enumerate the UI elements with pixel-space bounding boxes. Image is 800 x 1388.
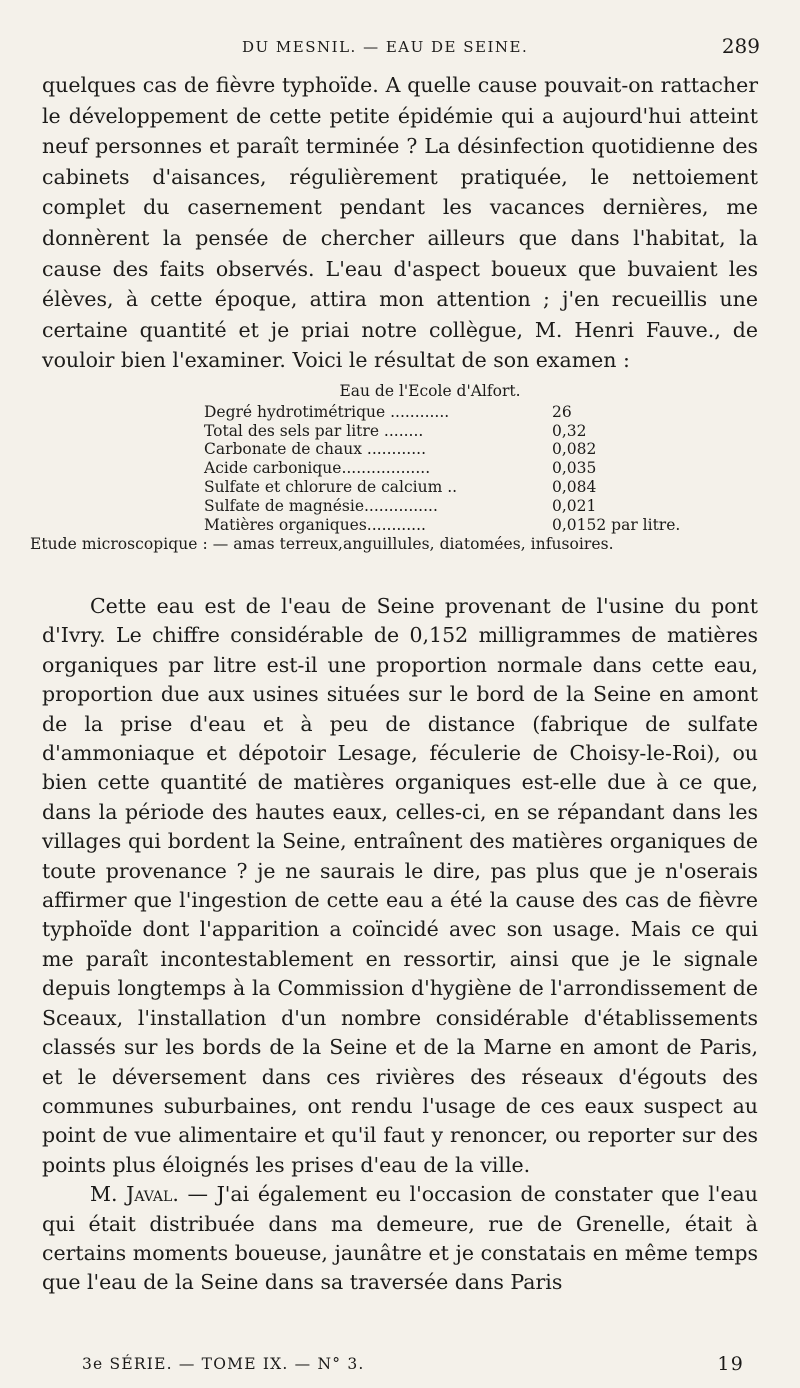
row-value: 0,082 <box>552 440 597 459</box>
table-row <box>204 422 758 441</box>
signature-mark: 19 <box>717 1353 744 1375</box>
row-value: 0,32 <box>552 421 587 440</box>
series-line: 3e SÉRIE. — TOME IX. — N° 3. <box>82 1355 365 1373</box>
row-value: 0,021 <box>552 496 597 515</box>
row-value: 26 <box>552 402 572 421</box>
paragraph-continuation: quelques cas de fièvre typhoïde. A quelle cause pouvait-on rattacher le développement de cette petite épidémie qui a aujourd'hui atteint neuf personnes et paraît terminée ? La désinfection quotidienne des cabinets d'aisances, régulièrement pratiquée, le nettoiement complet du casernement pendant les vacances dernières, me donnèrent la pensée de chercher ailleurs que dans l'habitat, la cause des faits observés. L'eau d'aspect boueux que buvaient les élèves, à cette époque, attira mon attention ; j'en recueillis une certaine quantité et je priai notre collègue, M. Henri Fauve., de vouloir bien l'examiner. Voici le résultat de son examen : <box>42 73 758 373</box>
text-block-top <box>42 70 758 376</box>
row-label: Sulfate et chlorure de calcium .. <box>204 477 458 496</box>
table-row <box>204 440 758 459</box>
table-row <box>204 516 758 535</box>
paragraph-javal <box>42 1180 758 1298</box>
row-label: Sulfate de magnésie............... <box>204 496 438 515</box>
book-page <box>30 0 760 1388</box>
page-number: 289 <box>721 34 760 58</box>
table-caption: Eau de l'Ecole d'Alfort. <box>339 382 521 400</box>
row-value: 0,035 <box>552 459 597 478</box>
row-label: Acide carbonique.................. <box>204 459 431 478</box>
row-label: Total des sels par litre ........ <box>204 421 424 440</box>
table-row <box>204 459 758 478</box>
running-title: DU MESNIL. — EAU DE SEINE. <box>242 38 529 56</box>
speaker-text: — J'ai également eu l'occasion de constater que l'eau qui était distribuée dans ma demeure, rue de Grenelle, était à certains moments boueuse, jaunâtre et je constatais en même temps que l'eau de la Seine dans sa traversée dans Paris <box>42 1182 758 1295</box>
row-value: 0,084 <box>552 477 597 496</box>
speaker-name: M. Javal. <box>90 1182 179 1207</box>
table-row <box>204 403 758 422</box>
row-label: Matières organiques............ <box>204 515 426 534</box>
microscopic-study-line: Etude microscopique : — amas terreux,anguillules, diatomées, infusoires. <box>30 535 614 554</box>
table-row <box>204 478 758 497</box>
row-label: Carbonate de chaux ............ <box>204 440 427 459</box>
page-footer <box>42 1353 758 1381</box>
row-label: Degré hydrotimétrique ............ <box>204 402 450 421</box>
text-block-bottom <box>42 592 758 1298</box>
paragraph-analysis-discussion: Cette eau est de l'eau de Seine provenant de l'usine du pont d'Ivry. Le chiffre considérable de 0,152 milligrammes de matières organiques par litre est-il une proportion normale dans cette eau, proportion due aux usines situées sur le bord de la Seine en amont de la prise d'eau et à peu de distance (fabrique de sulfate d'ammoniaque et dépotoir Lesage, féculerie de Choisy-le-Roi), ou bien cette quantité de matières organiques est-elle due à ce que, dans la période des hautes eaux, celles-ci, en se répandant dans les villages qui bordent la Seine, entraînent des matières organiques de toute provenance ? je ne saurais le dire, pas plus que je n'oserais affirmer que l'ingestion de cette eau a été la cause des cas de fièvre typhoïde dont l'apparition a coïncidé avec son usage. Mais ce qui me paraît incontestablement en ressortir, ainsi que je le signale depuis longtemps à la Commission d'hygiène de l'arrondissement de Sceaux, l'installation d'un nombre considérable d'établissements classés sur les bords de la Seine et de la Marne en amont de Paris, et le déversement dans ces rivières des réseaux d'égouts des communes suburbaines, ont rendu l'usage de ces eaux suspect au point de vue alimentaire et qu'il faut y renoncer, ou reporter sur des points plus éloignés les prises d'eau de la ville. <box>42 594 758 1177</box>
water-analysis-table <box>30 382 758 554</box>
table-row <box>204 497 758 516</box>
row-value: 0,0152 par litre. <box>552 515 681 534</box>
page-header <box>42 32 758 62</box>
